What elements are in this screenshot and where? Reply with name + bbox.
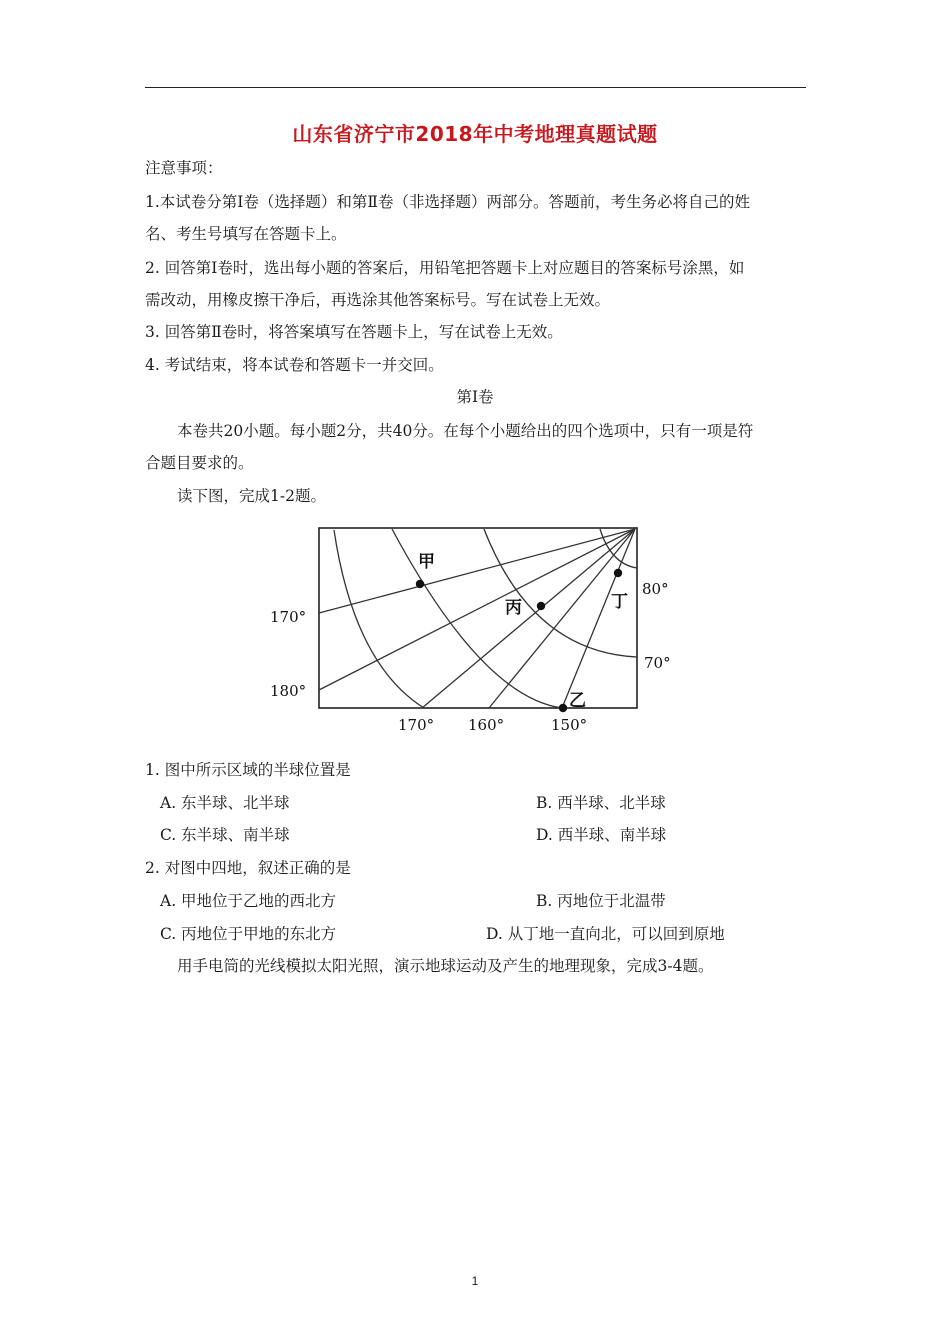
- page-number: 1: [471, 1274, 479, 1288]
- point-jia: [416, 580, 424, 588]
- notice-line: 2. 回答第Ⅰ卷时，选出每小题的答案后，用铅笔把答题卡上对应题目的答案标号涂黑，如: [145, 259, 745, 277]
- meridian-180: [319, 529, 635, 690]
- notice-line: 1.本试卷分第Ⅰ卷（选择题）和第Ⅱ卷（非选择题）两部分。答题前，考生务必将自己的姓: [145, 193, 750, 211]
- meridian-170-east: [422, 529, 635, 708]
- label-lat-80: 80°: [642, 580, 669, 598]
- label-lon-170-bottom: 170°: [398, 716, 435, 734]
- parallel-arc: [334, 530, 424, 708]
- next-prompt: 用手电筒的光线模拟太阳光照，演示地球运动及产生的地理现象，完成3-4题。: [177, 957, 714, 975]
- question-option: C. 丙地位于甲地的东北方: [160, 925, 337, 943]
- point-yi: [559, 704, 567, 712]
- meridian-150: [562, 529, 635, 708]
- question-option: B. 丙地位于北温带: [536, 892, 666, 910]
- meridians: [319, 529, 635, 708]
- point-bing: [537, 602, 545, 610]
- read-prompt: 读下图，完成1-2题。: [177, 487, 326, 505]
- label-lon-150-bottom: 150°: [551, 716, 588, 734]
- meridian-160: [489, 529, 635, 708]
- label-lon-160-bottom: 160°: [468, 716, 505, 734]
- notice-line: 名、考生号填写在答题卡上。: [145, 225, 347, 243]
- page-title: 山东省济宁市2018年中考地理真题试题: [292, 122, 658, 146]
- map-frame: [319, 528, 637, 708]
- question-option: C. 东半球、南半球: [160, 826, 290, 844]
- question-option: D. 西半球、南半球: [536, 826, 667, 844]
- label-bing: 丙: [505, 598, 522, 618]
- graticule-map: [262, 512, 722, 744]
- question-option: D. 从丁地一直向北，可以回到原地: [486, 925, 725, 943]
- parallels: [334, 529, 637, 708]
- label-lat-70: 70°: [644, 654, 671, 672]
- notice-heading: 注意事项：: [145, 159, 223, 177]
- question-stem: 1. 图中所示区域的半球位置是: [145, 761, 351, 779]
- label-yi: 乙: [569, 691, 586, 711]
- header-rule: [145, 87, 806, 88]
- question-option: A. 甲地位于乙地的西北方: [160, 892, 337, 910]
- section-title: 第Ⅰ卷: [456, 388, 494, 406]
- question-option: B. 西半球、北半球: [536, 794, 666, 812]
- question-option: A. 东半球、北半球: [160, 794, 290, 812]
- notice-line: 3. 回答第Ⅱ卷时，将答案填写在答题卡上，写在试卷上无效。: [145, 323, 563, 341]
- section-intro: 本卷共20小题。每小题2分，共40分。在每个小题给出的四个选项中，只有一项是符: [177, 422, 754, 440]
- point-ding: [614, 569, 622, 577]
- question-stem: 2. 对图中四地，叙述正确的是: [145, 859, 351, 877]
- label-lon-170-left: 170°: [270, 608, 307, 626]
- label-lon-180-left: 180°: [270, 682, 307, 700]
- section-intro: 合题目要求的。: [145, 454, 254, 472]
- meridian-170-west: [319, 529, 635, 613]
- label-ding: 丁: [611, 592, 628, 612]
- notice-line: 4. 考试结束，将本试卷和答题卡一并交回。: [145, 356, 444, 374]
- notice-line: 需改动，用橡皮擦干净后，再选涂其他答案标号。写在试卷上无效。: [145, 291, 611, 309]
- label-jia: 甲: [418, 552, 435, 572]
